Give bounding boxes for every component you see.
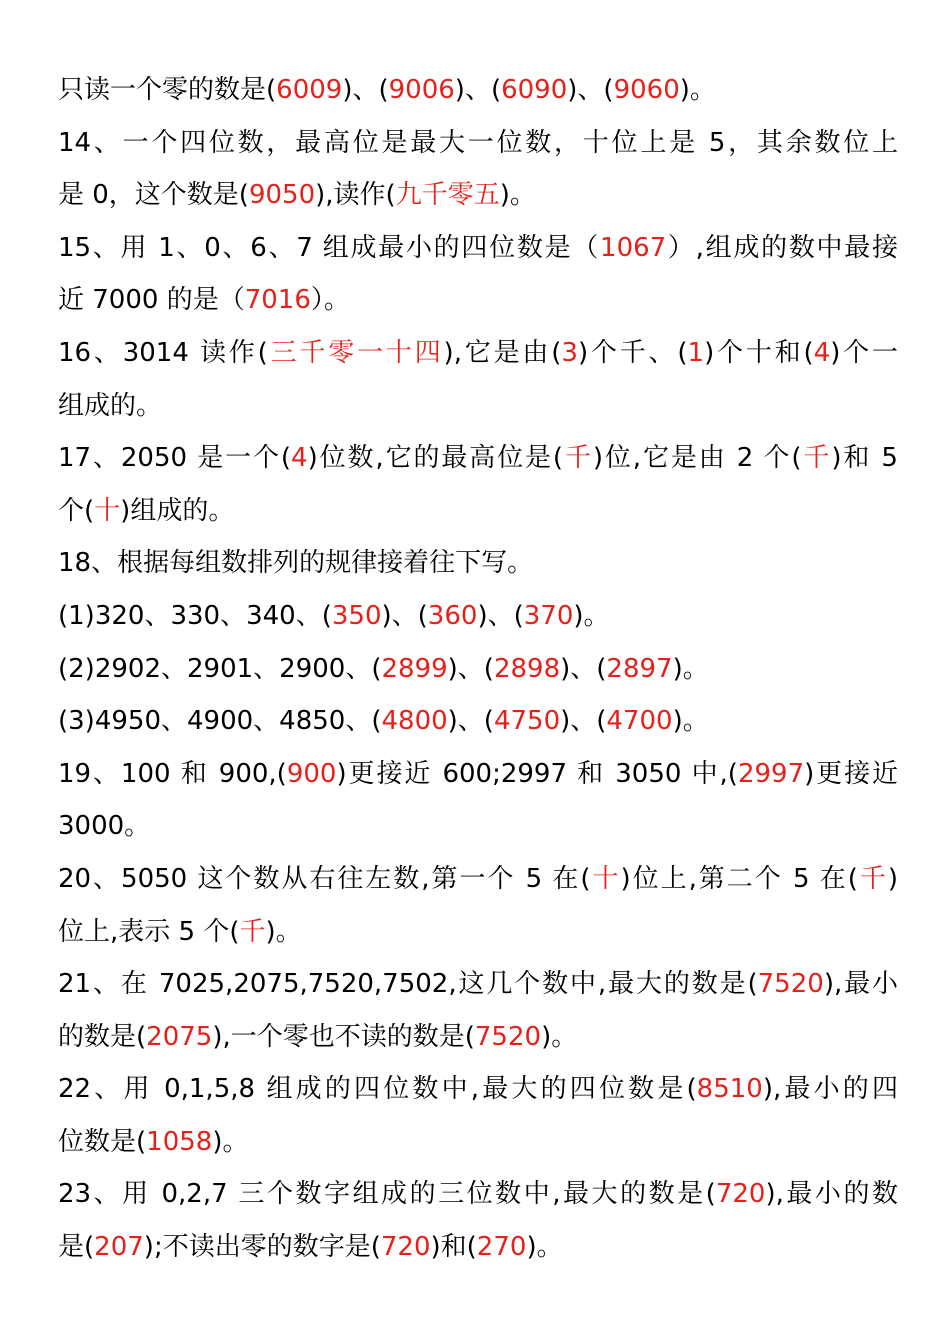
question-text: 14、一个四位数，最高位是最大一位数，十位上是 5，其余数位上 [58,127,898,158]
answer-text: 千 [563,443,593,474]
question-text: )个一 [830,337,898,368]
question-text: )。 [499,180,536,211]
text-line [58,695,898,748]
question-text: (1)320、330、340、( [58,600,332,631]
text-line [58,906,898,959]
question-text: 16、3014 读作( [58,337,268,368]
answer-text: 1067 [600,232,667,263]
answer-text: 2997 [737,758,805,789]
question-text: 是 0，这个数是( [58,180,249,211]
question-text: )、( [454,75,502,105]
text-line [58,274,898,327]
text-line [58,1221,898,1274]
answer-text: 7520 [757,969,824,1000]
question-text: )、( [560,706,607,737]
document-page [58,64,898,1274]
question-text: (2)2902、2901、2900、( [58,653,382,684]
text-line [58,748,898,801]
question-text: )、( [447,653,494,684]
text-line [58,432,898,485]
question-text: 3000。 [58,811,151,842]
answer-text: 7520 [474,1021,542,1052]
question-text: )和( [430,1232,477,1263]
question-text: )。 [526,1232,563,1263]
text-line [58,485,898,538]
question-text: ),最小的数 [765,1179,898,1210]
answer-text: 1 [687,337,705,368]
question-text: );不读出零的数字是( [143,1232,381,1263]
question-text: )、( [381,600,428,631]
question-text: )。 [265,916,302,947]
answer-text: 十 [590,863,621,894]
question-text: 近 7000 的是（ [58,285,245,316]
question-text: 位数是( [58,1126,147,1157]
answer-text: 720 [380,1232,431,1263]
question-text: )组成的。 [120,495,235,526]
answer-text: 6009 [276,75,343,105]
answer-text: 270 [476,1232,527,1263]
question-text: )位上,第二个 5 在( [620,863,858,894]
answer-text: 十 [94,495,121,526]
answer-text: 360 [427,600,478,631]
answer-text: 2899 [381,653,448,684]
text-line [58,853,898,906]
answer-text: 三千零一十四 [267,337,444,368]
answer-text: 9050 [248,180,316,211]
question-text: 23、用 0,2,7 三个数字组成的三位数中,最大的数是( [58,1179,716,1210]
question-text: )位数,它的最高位是( [307,443,564,474]
answer-text: 7016 [244,285,311,316]
question-text: 19、100 和 900,( [58,758,287,789]
question-text: 只读一个零的数是( [58,75,277,105]
answer-text: 千 [857,863,888,894]
answer-text: 2897 [606,653,673,684]
answer-text: 9060 [613,75,680,105]
answer-text: 九千零五 [395,180,500,211]
text-line [58,800,898,853]
question-text: 是( [58,1232,95,1263]
question-text: ）。 [310,285,350,316]
question-text: 21、在 7025,2075,7520,7502,这几个数中,最大的数是( [58,969,758,1000]
question-text: )、( [560,653,607,684]
text-line [58,958,898,1011]
question-text: 个( [58,495,95,526]
question-text: )更接近 600;2997 和 3050 中,( [336,758,738,789]
question-text: ),最小 [823,969,898,1000]
question-text: (3)4950、4900、4850、( [58,706,382,737]
answer-text: 2898 [493,653,561,684]
question-text: ),最小的四 [762,1074,898,1105]
question-text: ）,组成的数中最接 [666,232,898,263]
text-line [58,1011,898,1064]
answer-text: 千 [239,916,266,947]
question-text: )。 [672,653,709,684]
question-text: )。 [541,1021,578,1052]
answer-text: 4750 [493,706,561,737]
question-text: )。 [212,1126,249,1157]
answer-text: 207 [94,1232,144,1263]
question-text: 的数是( [58,1021,147,1052]
question-text: ),读作( [315,180,396,211]
answer-text: 4 [291,443,308,474]
question-text: )个十和( [704,337,814,368]
question-text: )、( [342,75,389,105]
question-text: 18、根据每组数排列的规律接着往下写。 [58,548,534,579]
question-text: 组成的。 [58,390,163,421]
question-text: 15、用 1、0、6、7 组成最小的四位数是（ [58,232,601,263]
question-text: )位,它是由 2 个( [592,443,802,474]
question-text: 22、用 0,1,5,8 组成的四位数中,最大的四位数是( [58,1074,697,1105]
answer-text: 900 [286,758,337,789]
question-text: )、( [477,600,524,631]
answer-text: 370 [523,600,574,631]
question-text: ),一个零也不读的数是( [212,1021,475,1052]
answer-text: 1058 [146,1126,213,1157]
answer-text: 6090 [501,75,568,105]
question-text: )、( [567,75,614,105]
text-line [58,327,898,380]
text-line [58,1168,898,1221]
answer-text: 4800 [381,706,448,737]
answer-text: 4700 [606,706,673,737]
answer-text: 2075 [146,1021,213,1052]
question-text: )。 [672,706,709,737]
question-text: 20、5050 这个数从右往左数,第一个 5 在( [58,863,591,894]
text-line [58,64,898,117]
answer-text: 4 [813,337,831,368]
question-text: )。 [573,600,610,631]
question-text: )更接近 [804,758,898,789]
text-line [58,380,898,433]
question-text: )个千、( [577,337,688,368]
question-text: )、( [447,706,494,737]
question-text: )和 5 [831,443,898,474]
question-text: 17、2050 是一个( [58,443,292,474]
answer-text: 350 [331,600,382,631]
text-line [58,537,898,590]
question-text: ) [887,863,898,894]
answer-text: 720 [715,1179,766,1210]
text-line [58,117,898,170]
answer-text: 千 [801,443,832,474]
answer-text: 9006 [388,75,455,105]
answer-text: 8510 [696,1074,763,1105]
text-line [58,1116,898,1169]
question-text: ),它是由( [443,337,562,368]
text-line [58,590,898,643]
question-text: )。 [679,75,716,105]
answer-text: 3 [561,337,578,368]
question-text: 位上,表示 5 个( [58,916,240,947]
text-line [58,1063,898,1116]
text-line [58,222,898,275]
text-line [58,643,898,696]
text-line [58,169,898,222]
